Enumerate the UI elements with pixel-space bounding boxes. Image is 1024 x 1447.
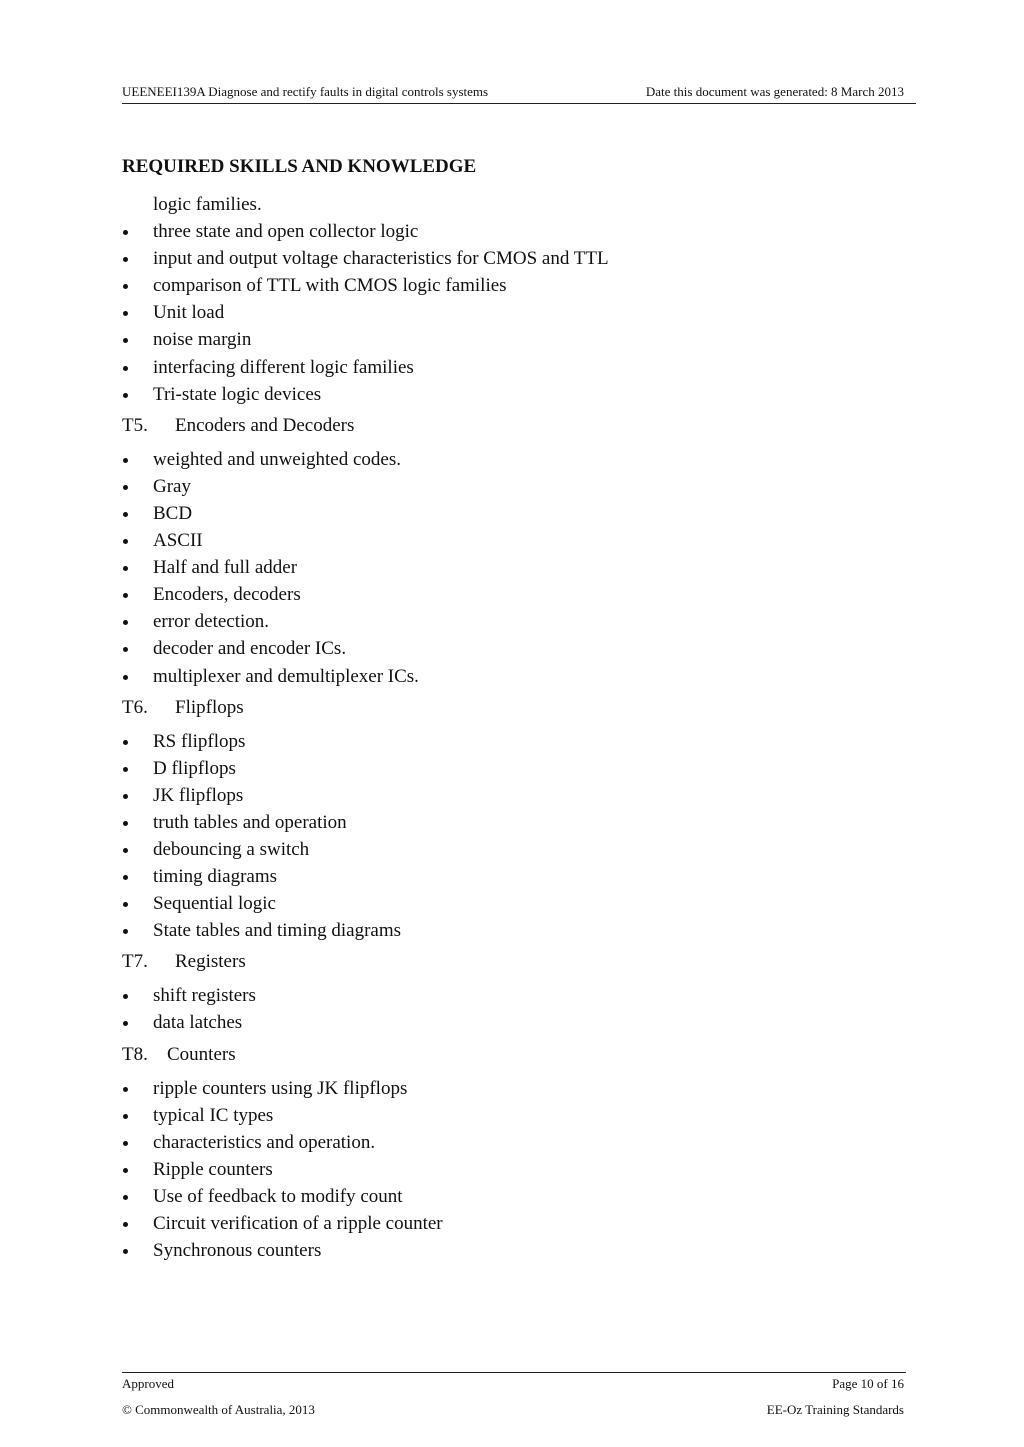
list-item-text: truth tables and operation [153, 811, 347, 833]
main-content [122, 155, 912, 1264]
list-item-text: Synchronous counters [153, 1240, 322, 1262]
list-item-text: State tables and timing diagrams [153, 920, 402, 942]
bullet-icon [123, 338, 128, 343]
list-item-text: Use of feedback to modify count [153, 1185, 403, 1207]
bullet-icon [123, 875, 128, 880]
bullet-icon [123, 1222, 128, 1227]
topic-heading [122, 948, 912, 975]
list-item [122, 581, 912, 608]
bullet-icon [123, 593, 128, 598]
bullet-icon [123, 902, 128, 907]
list-item-text: comparison of TTL with CMOS logic families [153, 275, 507, 297]
bullet-icon [123, 1114, 128, 1119]
bullet-icon [123, 311, 128, 316]
intro-line: logic families. [153, 194, 262, 215]
topic-heading [122, 694, 912, 721]
list-item-text: typical IC types [153, 1104, 274, 1126]
bullet-icon [123, 393, 128, 398]
list-item [122, 1156, 912, 1183]
bullet-icon [123, 821, 128, 826]
list-item-text: Tri-state logic devices [153, 383, 322, 405]
bullet-icon [123, 1168, 128, 1173]
list-item [122, 326, 912, 353]
list-item-text: ripple counters using JK flipflops [153, 1077, 408, 1099]
header-unit-title: UEENEEI139A Diagnose and rectify faults in digital controls systems [122, 84, 489, 99]
footer-copyright: © Commonwealth of Australia, 2013 [122, 1402, 315, 1417]
list-item [122, 890, 912, 917]
topic-heading [122, 412, 912, 439]
list-item [122, 1129, 912, 1156]
list-item [122, 1102, 912, 1129]
list-item-text: Gray [153, 475, 191, 497]
list-item [122, 1237, 912, 1264]
topic-number: T7. [122, 951, 148, 973]
list-item [122, 608, 912, 635]
bullet-icon [123, 257, 128, 262]
list-item [122, 1183, 912, 1210]
list-item [122, 982, 912, 1009]
list-item [122, 728, 912, 755]
list-item [122, 527, 912, 554]
list-item [122, 836, 912, 863]
list-item [122, 782, 912, 809]
list-item-text: JK flipflops [153, 784, 244, 806]
list-item [122, 917, 912, 944]
list-item-text: characteristics and operation. [153, 1131, 376, 1153]
list-item [122, 354, 912, 381]
footer-approved: Approved [122, 1376, 174, 1391]
bullet-icon [123, 1141, 128, 1146]
list-item-text: RS flipflops [153, 730, 246, 752]
list-item-text: data latches [153, 1012, 243, 1034]
list-item-text: error detection. [153, 611, 270, 633]
bullet-icon [123, 767, 128, 772]
bullet-icon [123, 647, 128, 652]
topic-title: Encoders and Decoders [175, 414, 355, 436]
bullet-icon [123, 485, 128, 490]
bullet-icon [123, 458, 128, 463]
topic-title: Registers [175, 951, 246, 973]
topic-number: T5. [122, 414, 148, 436]
list-item [122, 218, 912, 245]
list-item [122, 500, 912, 527]
bullet-icon [123, 284, 128, 289]
list-item [122, 1075, 912, 1102]
topic-title: Flipflops [175, 696, 244, 718]
list-item [122, 299, 912, 326]
bullet-icon [123, 675, 128, 680]
topic-number: T8. [122, 1043, 148, 1065]
page-header [122, 84, 916, 104]
list-item-text: Ripple counters [153, 1158, 273, 1180]
list-item [122, 1210, 912, 1237]
bullet-icon [123, 512, 128, 517]
list-item-text: three state and open collector logic [153, 221, 419, 243]
bullet-icon [123, 994, 128, 999]
list-item [122, 554, 912, 581]
bullet-icon [123, 539, 128, 544]
list-item-text: debouncing a switch [153, 838, 310, 860]
header-generated-date: Date this document was generated: 8 March 2013 [645, 84, 904, 99]
bullet-icon [123, 620, 128, 625]
list-item [122, 863, 912, 890]
list-item [122, 245, 912, 272]
bullet-icon [123, 1021, 128, 1026]
bullet-icon [123, 740, 128, 745]
list-item-text: Sequential logic [153, 893, 276, 915]
bullet-icon [123, 848, 128, 853]
bullet-icon [123, 1249, 128, 1254]
list-item [122, 272, 912, 299]
bullet-icon [123, 230, 128, 235]
footer-page-number: Page 10 of 16 [832, 1376, 904, 1391]
footer-publisher: EE-Oz Training Standards [766, 1402, 904, 1417]
list-item [122, 381, 912, 408]
topic-groups [122, 218, 912, 1264]
list-item [122, 663, 912, 690]
list-item-text: Encoders, decoders [153, 584, 301, 606]
list-item-text: noise margin [153, 329, 252, 351]
list-item [122, 809, 912, 836]
footer-divider [122, 1372, 906, 1373]
bullet-icon [123, 794, 128, 799]
list-item-text: multiplexer and demultiplexer ICs. [153, 665, 419, 687]
list-item-text: Circuit verification of a ripple counter [153, 1213, 443, 1234]
topic-heading [122, 1041, 912, 1068]
list-item [122, 1009, 912, 1036]
list-item-text: decoder and encoder ICs. [153, 638, 347, 660]
bullet-icon [123, 1087, 128, 1092]
bullet-icon [123, 1195, 128, 1200]
list-item-text: Unit load [153, 302, 225, 324]
list-item-text: timing diagrams [153, 866, 278, 888]
list-item-text: BCD [153, 502, 193, 524]
list-item [122, 473, 912, 500]
list-item-text: ASCII [153, 530, 203, 552]
bullet-icon [123, 566, 128, 571]
bullet-icon [123, 929, 128, 934]
list-item [122, 755, 912, 782]
list-item-text: D flipflops [153, 757, 236, 779]
list-item [122, 446, 912, 473]
list-item-text: weighted and unweighted codes. [153, 448, 401, 470]
list-item-text: input and output voltage characteristics for CMOS and TTL [153, 248, 609, 270]
bullet-icon [123, 366, 128, 371]
list-item-text: Half and full adder [153, 557, 298, 579]
topic-title: Counters [167, 1043, 236, 1065]
topic-number: T6. [122, 696, 148, 718]
section-title: REQUIRED SKILLS AND KNOWLEDGE [122, 156, 477, 177]
list-item-text: interfacing different logic families [153, 356, 414, 378]
list-item-text: shift registers [153, 985, 256, 1007]
list-item [122, 635, 912, 662]
